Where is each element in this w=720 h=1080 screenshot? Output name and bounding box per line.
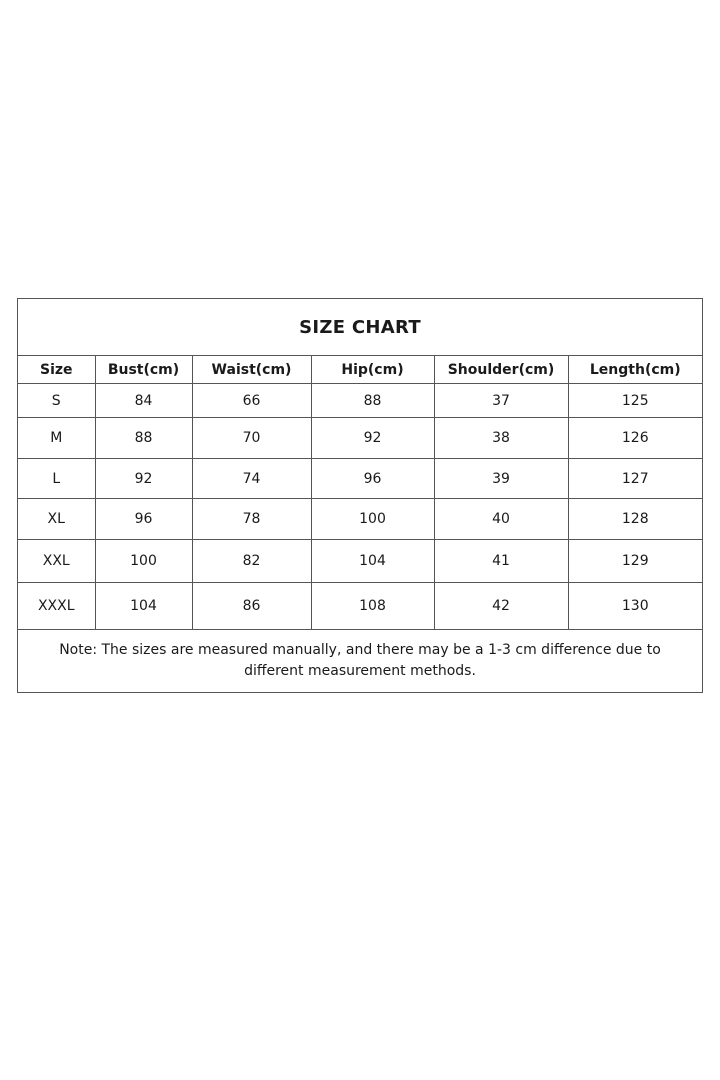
size-chart — [17, 298, 703, 693]
cell-waist: 82 — [192, 540, 311, 583]
header-hip: Hip(cm) — [311, 356, 434, 384]
cell-shoulder: 39 — [434, 459, 568, 499]
cell-bust: 100 — [95, 540, 192, 583]
header-row — [18, 356, 702, 384]
table-row — [18, 418, 702, 459]
table-row — [18, 540, 702, 583]
table-row — [18, 583, 702, 630]
cell-size: XXL — [18, 540, 95, 583]
table-row — [18, 459, 702, 499]
cell-bust: 96 — [95, 499, 192, 540]
cell-length: 125 — [568, 384, 702, 418]
cell-length: 130 — [568, 583, 702, 630]
cell-hip: 88 — [311, 384, 434, 418]
cell-length: 126 — [568, 418, 702, 459]
cell-size: S — [18, 384, 95, 418]
cell-size: L — [18, 459, 95, 499]
cell-hip: 100 — [311, 499, 434, 540]
cell-waist: 70 — [192, 418, 311, 459]
cell-bust: 88 — [95, 418, 192, 459]
cell-shoulder: 41 — [434, 540, 568, 583]
cell-hip: 108 — [311, 583, 434, 630]
table-row — [18, 499, 702, 540]
cell-shoulder: 42 — [434, 583, 568, 630]
cell-shoulder: 40 — [434, 499, 568, 540]
cell-bust: 84 — [95, 384, 192, 418]
cell-size: M — [18, 418, 95, 459]
table-row — [18, 384, 702, 418]
measurement-note: Note: The sizes are measured manually, and there may be a 1-3 cm difference due to different measurement methods. — [59, 642, 661, 679]
header-bust: Bust(cm) — [95, 356, 192, 384]
cell-waist: 86 — [192, 583, 311, 630]
chart-title: SIZE CHART — [18, 299, 702, 356]
cell-hip: 104 — [311, 540, 434, 583]
cell-bust: 104 — [95, 583, 192, 630]
cell-hip: 96 — [311, 459, 434, 499]
cell-length: 127 — [568, 459, 702, 499]
header-waist: Waist(cm) — [192, 356, 311, 384]
cell-hip: 92 — [311, 418, 434, 459]
cell-bust: 92 — [95, 459, 192, 499]
cell-waist: 74 — [192, 459, 311, 499]
size-table — [18, 356, 702, 630]
header-length: Length(cm) — [568, 356, 702, 384]
header-shoulder: Shoulder(cm) — [434, 356, 568, 384]
cell-waist: 78 — [192, 499, 311, 540]
cell-shoulder: 37 — [434, 384, 568, 418]
cell-size: XL — [18, 499, 95, 540]
cell-length: 129 — [568, 540, 702, 583]
cell-length: 128 — [568, 499, 702, 540]
header-size: Size — [18, 356, 95, 384]
cell-size: XXXL — [18, 583, 95, 630]
cell-shoulder: 38 — [434, 418, 568, 459]
cell-waist: 66 — [192, 384, 311, 418]
